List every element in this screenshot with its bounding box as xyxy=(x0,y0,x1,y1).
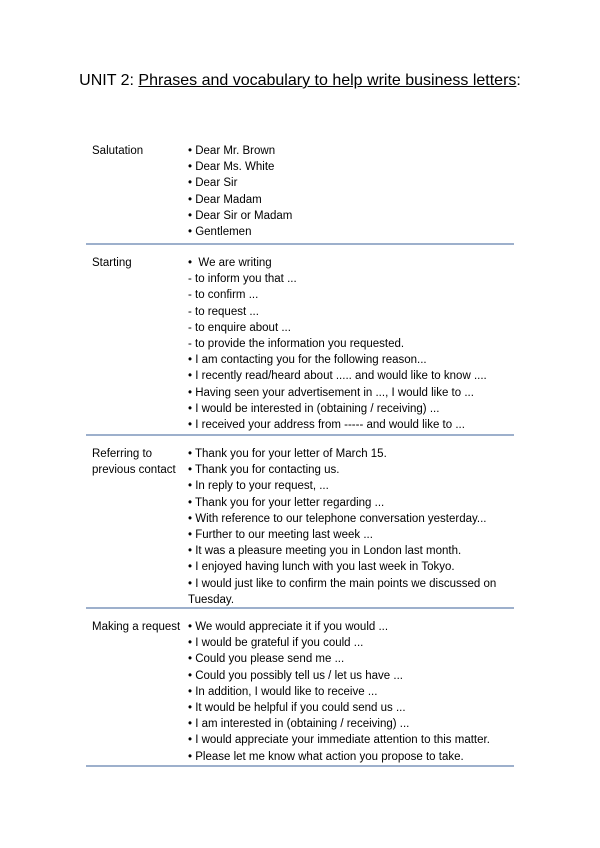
list-item: • Gentlemen xyxy=(188,226,252,239)
list-item: • In reply to your request, ... xyxy=(188,480,329,493)
list-item: • Having seen your advertisement in ..., I would like to ... xyxy=(188,386,474,399)
section-items xyxy=(188,446,514,607)
list-item: • Dear Sir xyxy=(188,177,238,190)
list-item: • I would appreciate your immediate attention to this matter. xyxy=(188,734,490,747)
section-label: Referring to previous contact xyxy=(92,448,176,476)
list-item: • Thank you for contacting us. xyxy=(188,464,340,477)
list-item: - to enquire about ... xyxy=(188,321,291,334)
section-items xyxy=(188,619,514,765)
list-item: • I am contacting you for the following reason... xyxy=(188,354,427,367)
list-item: • I recently read/heard about ..... and would like to know .... xyxy=(188,370,487,383)
list-item: • Thank you for your letter of March 15. xyxy=(188,448,387,460)
list-item: • In addition, I would like to receive ... xyxy=(188,685,378,698)
list-item: • I am interested in (obtaining / receiving) ... xyxy=(188,718,410,731)
list-item: • I would be interested in (obtaining / receiving) ... xyxy=(188,402,440,415)
list-item: • Dear Mr. Brown xyxy=(188,145,276,157)
list-item: • Thank you for your letter regarding ... xyxy=(188,496,385,509)
list-item: • It was a pleasure meeting you in London last month. xyxy=(188,545,462,558)
phrases-table xyxy=(86,133,514,767)
list-item: • Dear Madam xyxy=(188,193,262,206)
list-item: • Dear Sir or Madam xyxy=(188,209,293,222)
list-item: • Dear Ms. White xyxy=(188,161,275,174)
list-item: - to confirm ... xyxy=(188,289,259,302)
section-salutation xyxy=(86,133,514,245)
list-item: • Further to our meeting last week ... xyxy=(188,529,373,542)
section-label: Starting xyxy=(92,257,132,269)
list-item: • I would just like to confirm the main points we discussed on Tuesday. xyxy=(188,577,500,606)
section-starting xyxy=(86,245,514,436)
list-item: • With reference to our telephone conversation yesterday... xyxy=(188,512,487,525)
list-item: - to provide the information you requested. xyxy=(188,338,405,351)
title-link[interactable]: Phrases and vocabulary to help write business letters xyxy=(138,72,517,89)
list-item: • We are writing xyxy=(188,257,272,269)
section-label: Salutation xyxy=(92,145,144,157)
list-item: • I would be grateful if you could ... xyxy=(188,637,364,650)
list-item: • I enjoyed having lunch with you last week in Tokyo. xyxy=(188,561,455,574)
list-item: • We would appreciate it if you would ... xyxy=(188,621,389,633)
title-prefix: UNIT 2: xyxy=(79,72,139,89)
list-item: • Could you please send me ... xyxy=(188,653,345,666)
list-item: • Could you possibly tell us / let us have ... xyxy=(188,669,403,682)
title-suffix: : xyxy=(516,72,521,89)
section-request xyxy=(86,609,514,767)
section-label: Making a request xyxy=(92,621,181,633)
list-item: • Please let me know what action you propose to take. xyxy=(188,750,464,763)
section-items xyxy=(188,255,514,434)
list-item: - to request ... xyxy=(188,305,259,318)
list-item: • It would be helpful if you could send us ... xyxy=(188,702,406,715)
section-items xyxy=(188,143,514,243)
list-item: - to inform you that ... xyxy=(188,273,297,286)
section-referring xyxy=(86,436,514,609)
list-item: • I received your address from ----- and would like to ... xyxy=(188,419,465,432)
page-title xyxy=(70,70,530,91)
